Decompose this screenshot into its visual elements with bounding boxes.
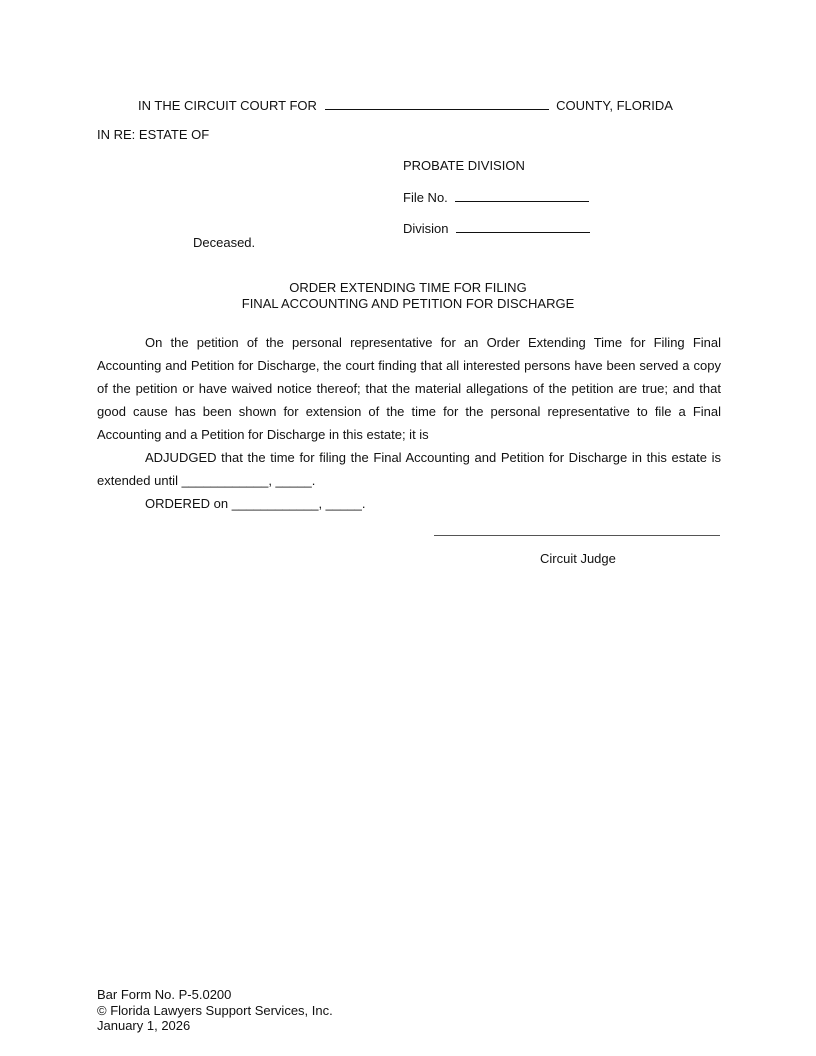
judge-signature-line[interactable] (434, 535, 720, 536)
ordered-paragraph: ORDERED on ____________, _____. (145, 496, 366, 511)
probate-division-heading: PROBATE DIVISION (403, 158, 525, 173)
county-blank-field[interactable] (325, 97, 549, 110)
court-caption-line (138, 97, 673, 114)
deceased-label: Deceased. (193, 235, 256, 250)
file-no-row (403, 189, 589, 206)
division-blank-field[interactable] (456, 220, 590, 233)
form-footer (97, 987, 333, 1034)
court-prefix: IN THE CIRCUIT COURT FOR (138, 98, 317, 113)
adjudged-paragraph: ADJUDGED that the time for filing the Final Accounting and Petition for Discharge in this estate is extended until ____________, _____. (97, 450, 721, 488)
file-no-blank-field[interactable] (455, 189, 589, 202)
bar-form-number: Bar Form No. P-5.0200 (97, 987, 232, 1002)
revision-date: January 1, 2026 (97, 1018, 191, 1033)
order-title-line-1: ORDER EXTENDING TIME FOR FILING (289, 280, 527, 295)
court-suffix: COUNTY, FLORIDA (556, 98, 673, 113)
order-title-line-2: FINAL ACCOUNTING AND PETITION FOR DISCHARGE (241, 296, 575, 311)
copyright-line: © Florida Lawyers Support Services, Inc. (97, 1002, 333, 1018)
in-re-estate-label: IN RE: ESTATE OF (97, 127, 210, 142)
circuit-judge-label: Circuit Judge (540, 551, 616, 566)
division-row (403, 220, 590, 237)
petition-paragraph: On the petition of the personal representative for an Order Extending Time for Filing Final Accounting and Petition for Discharge, the court finding that all interested persons have been served a copy of the petition or have waived notice thereof; that the material allegations of the petition are true; and that good cause has been shown for extension of the time for the personal representative to file a Final Accounting and a Petition for Discharge in this estate; it is (97, 335, 721, 442)
file-no-label: File No. (403, 190, 448, 205)
division-label: Division (403, 221, 449, 236)
